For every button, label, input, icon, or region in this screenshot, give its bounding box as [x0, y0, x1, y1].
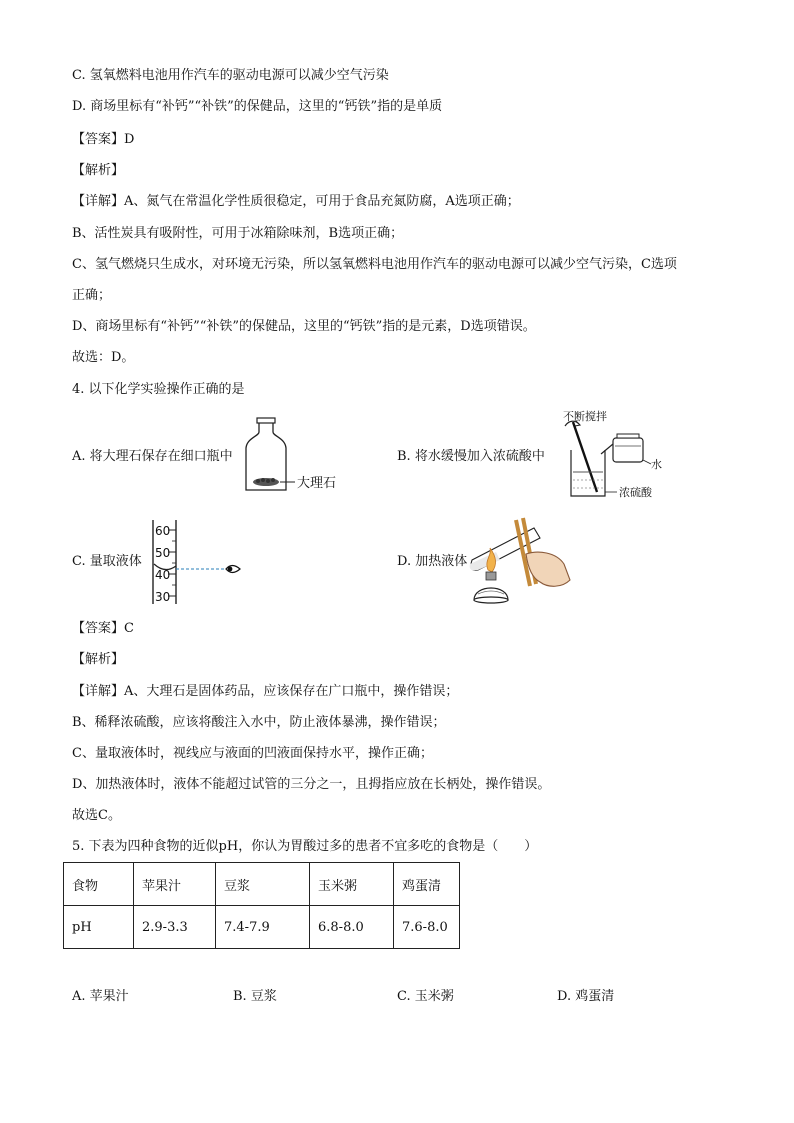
- acid-label: 浓硫酸: [619, 486, 652, 499]
- table-row: [64, 863, 460, 906]
- q4-stem: 4. 以下化学实验操作正确的是: [72, 382, 245, 397]
- q3-detail-d: D、商场里标有“补钙”“补铁”的保健品，这里的“钙铁”指的是元素，D选项错误。: [72, 319, 536, 334]
- table-cell: 7.4-7.9: [216, 906, 310, 949]
- table-cell: 鸡蛋清: [394, 863, 460, 906]
- q5-stem: 5. 下表为四种食物的近似pH，你认为胃酸过多的患者不宜多吃的食物是（ ）: [72, 839, 538, 854]
- q4-option-a: A. 将大理石保存在细口瓶中: [72, 449, 233, 464]
- marble-label: 大理石: [297, 476, 337, 491]
- table-cell: 豆浆: [216, 863, 310, 906]
- q5-option-c: C. 玉米粥: [397, 989, 454, 1004]
- q5-option-d: D. 鸡蛋清: [557, 989, 615, 1004]
- q3-option-d: D. 商场里标有“补钙”“补铁”的保健品，这里的“钙铁”指的是单质: [72, 99, 443, 114]
- q3-conclusion: 故选：D。: [72, 350, 135, 365]
- q3-analysis: 【解析】: [72, 163, 125, 178]
- table-cell: 玉米粥: [310, 863, 394, 906]
- q4-option-d: D. 加热液体: [397, 554, 468, 569]
- q3-answer: 【答案】D: [72, 132, 135, 147]
- q5-option-a: A. 苹果汁: [72, 989, 129, 1004]
- q4-conclusion: 故选C。: [72, 808, 121, 823]
- q4-detail-b: B、稀释浓硫酸，应该将酸注入水中，防止液体暴沸，操作错误；: [72, 715, 446, 730]
- ph-table: [63, 862, 460, 949]
- heating-liquid-figure: [466, 514, 576, 606]
- narrow-mouth-bottle-figure: [245, 418, 355, 496]
- table-cell: 食物: [64, 863, 134, 906]
- cylinder-tick-60: 60: [155, 524, 171, 538]
- stir-label: 不断搅拌: [563, 410, 607, 423]
- cylinder-tick-30: 30: [155, 590, 171, 604]
- table-row: [64, 906, 460, 949]
- cylinder-tick-50: 50: [155, 546, 171, 560]
- table-cell: pH: [64, 906, 134, 949]
- q4-detail-d: D、加热液体时，液体不能超过试管的三分之一，且拇指应放在长柄处，操作错误。: [72, 777, 551, 792]
- q3-detail-c-cont: 正确；: [72, 288, 112, 303]
- q4-option-c: C. 量取液体: [72, 554, 142, 569]
- q4-option-b: B. 将水缓慢加入浓硫酸中: [397, 449, 545, 464]
- q5-option-b: B. 豆浆: [233, 989, 277, 1004]
- q4-analysis: 【解析】: [72, 652, 125, 667]
- table-cell: 苹果汁: [134, 863, 216, 906]
- q4-answer: 【答案】C: [72, 621, 134, 636]
- q3-detail-c: C、氢气燃烧只生成水，对环境无污染，所以氢氧燃料电池用作汽车的驱动电源可以减少空气污染，C选项: [72, 257, 677, 272]
- q4-detail-c: C、量取液体时，视线应与液面的凹液面保持水平，操作正确；: [72, 746, 433, 761]
- cylinder-tick-40: 40: [155, 568, 171, 582]
- dilution-figure: [563, 410, 673, 502]
- q3-detail-b: B、活性炭具有吸附性，可用于冰箱除味剂，B选项正确；: [72, 226, 404, 241]
- table-cell: 6.8-8.0: [310, 906, 394, 949]
- q4-detail-a: 【详解】A、大理石是固体药品，应该保存在广口瓶中，操作错误；: [72, 684, 459, 699]
- graduated-cylinder-figure: [150, 518, 250, 608]
- table-cell: 2.9-3.3: [134, 906, 216, 949]
- table-cell: 7.6-8.0: [394, 906, 460, 949]
- q3-option-c: C. 氢氧燃料电池用作汽车的驱动电源可以减少空气污染: [72, 68, 389, 83]
- q3-detail-a: 【详解】A、氮气在常温化学性质很稳定，可用于食品充氮防腐，A选项正确；: [72, 194, 520, 209]
- water-label: 水: [651, 458, 662, 471]
